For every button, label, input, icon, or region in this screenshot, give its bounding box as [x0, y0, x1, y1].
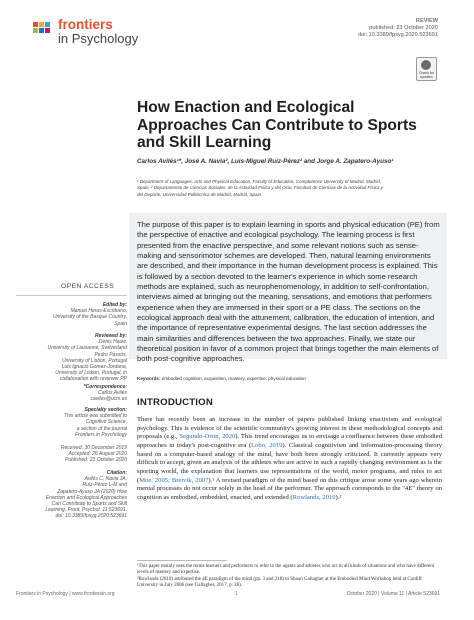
citation	[16, 470, 127, 520]
reviewed-by	[16, 333, 127, 383]
edited-by	[16, 302, 127, 327]
specialty-line: Cognitive Science,	[85, 419, 127, 426]
keywords-list: embodied cognition, acquisition, mastery, expertise, physical education	[161, 376, 306, 381]
published-date: published: 23 October 2020	[369, 25, 438, 31]
open-access-label: OPEN ACCESS	[61, 283, 115, 290]
sidebar-divider	[16, 295, 127, 296]
published-date-side: Published: 23 October 2020	[65, 457, 127, 464]
frontiers-logo-icon	[33, 22, 55, 38]
reviewer-line: University of Lausanne, Switzerland	[47, 345, 127, 352]
text-run: ). This trend encourages us to envisage a confluence between these embodied approaches in today's post-cognitive era (	[137, 433, 442, 449]
crossmark-label: Check for updates	[419, 71, 434, 79]
citation-line: Learning. Front. Psychol. 11:523691.	[45, 507, 127, 514]
article-title: How Enaction and Ecological Approaches Can Contribute to Sports and Skill Learning	[137, 99, 417, 151]
text-run: ).¹ A revised paradigm of the mind based on this critique arose some years ago wherein mental processes do not occur solely in the head of the performer. The approach corresponds to the "4E" theory on cognition as embodied, embedded, enacted, and extended (	[137, 476, 442, 501]
affiliation-line: del Deporte, Universidad Politécnica de Madrid, Madrid, Spain	[137, 191, 262, 197]
citation-doi[interactable]: doi: 10.3389/fpsyg.2020.523691	[55, 513, 127, 520]
specialty-line: Frontiers in Psychology	[75, 431, 127, 438]
reviewer-line: University of Lisbon, Portugal	[61, 357, 127, 364]
footnote-1: ¹This paper mainly uses the terms learners and performers to refer to the agents and athletes who act in all kinds of situations and who have different levels of mastery and expertise.	[137, 564, 435, 576]
article-type: REVIEW	[415, 18, 438, 24]
edited-by-label: Edited by:	[102, 302, 127, 308]
citation-line: Zapatero-Ayuso JA (2020) How	[57, 488, 127, 495]
brand-name: frontiers	[58, 17, 113, 32]
check-for-updates-button[interactable]	[416, 57, 437, 81]
reviewer-line: Pedro Passos,	[94, 351, 127, 358]
journal-brand[interactable]	[58, 18, 138, 46]
page-number: 1	[235, 591, 238, 597]
citation-link[interactable]: Moe, 2005; Breivik, 2007	[139, 476, 209, 484]
doi[interactable]: doi: 10.3389/fpsyg.2020.523691	[358, 32, 438, 38]
accepted-date: Accepted: 26 August 2020	[68, 451, 127, 458]
footnote-divider	[137, 560, 227, 561]
article-dates	[16, 445, 127, 464]
footnote-2: ²Rowlands (2010) attributed the 4E paradigm of the mind (pp. 3 and 218) to Shaun Gallagher at the Embodied Mind Workshop held at Cardiff University in July 2006 (see Gallagher, 2017, p. 28).	[137, 577, 422, 589]
reviewer-line: collaboration with reviewer PP	[60, 376, 127, 383]
reviewer-line: University of Lisbon, Portugal, in	[55, 370, 127, 377]
article-meta	[358, 18, 438, 39]
reviewer-line: Denis Hauw,	[98, 339, 127, 346]
citation-label: Citation:	[106, 470, 127, 476]
reviewer-line: Luis Ignacio Gomez-Jordana,	[61, 364, 127, 371]
correspondence-label: *Correspondence:	[83, 384, 127, 390]
affiliation-line: Spain, ² Departamento de Ciencias Sociales, de la Actividad Física y del Ocio, Facultad de Ciencias de la Actividad Física y	[137, 185, 384, 191]
editor-line: University of the Basque Country,	[52, 314, 127, 321]
citation-line: Ruiz-Pérez L-M and	[82, 482, 127, 489]
section-heading-introduction: INTRODUCTION	[137, 397, 213, 408]
citation-line: Can Contribute to Sports and Skill	[51, 501, 127, 508]
keywords	[137, 376, 442, 381]
received-date: Received: 30 December 2019	[60, 445, 127, 451]
specialty-line: This article was submitted to	[63, 413, 127, 420]
journal-name: in Psychology	[58, 31, 139, 46]
text-run: ). Classical cognitivism and information-processing theory based on a computer-based analogy of the mind, have both been strongly criticized. It currently appears very difficult to accept, given an analysis of the athletes who are active in such a rapidly changing environment as is the sporting world, the explanation that learners use representations of the world, motor programs, and rules to act (	[137, 441, 443, 484]
introduction-paragraph	[137, 416, 442, 503]
keywords-label: Keywords:	[137, 376, 161, 381]
text-run: ).²	[335, 493, 342, 501]
editor-line: Spain	[114, 320, 127, 327]
citation-line: Enaction and Ecological Approaches	[45, 494, 127, 501]
footer-issue-info: October 2020 | Volume 11 | Article 523691	[346, 591, 440, 597]
editor-line: Manuel Heras-Escribano,	[70, 308, 127, 315]
reviewed-by-label: Reviewed by:	[95, 333, 127, 339]
citation-line: Avilés C, Navia JA,	[84, 476, 127, 483]
specialty-line: a section of the journal	[76, 425, 127, 432]
affiliations	[137, 179, 437, 198]
author-list: Carlos Avilés¹*, José A. Navia², Luis-Miguel Ruiz-Pérez² and Jorge A. Zapatero-Ayuso¹	[137, 158, 394, 165]
specialty-section	[16, 407, 127, 438]
text-run: There has recently been an increase in the number of papers published linking enactivism and ecological psychology. This is evidence of the scientific community's growing interest in these methodological concepts and proposals (e.g.,	[137, 416, 442, 441]
abstract-text: The purpose of this paper is to explain learning in sports and physical education (PE) from the perspective of enactive and ecological psychology. The learning process is first presented from the enactive perspective, and some relevant notions such as sense-making and sensorimotor schemes are developed. Then, natural learning environments are described, and their importance in the human development process is explained. This is followed by a section devoted to the learner's experience in which some research methods are explained, such as neurophenomenology, in addition to self-confrontation, interviews aimed at bringing out the meaning, sensations, and emotions that performers experience when they are immersed in their sport or a PE class. The sections on the ecological approach deal with the attunement, calibration, the education of intention, and the importance of representative experimental designs. The last section addresses the main similarities and differences between the two approaches. Finally, we state our theoretical position in favor of a common project that brings together the main elements of both post-cognitive approaches.	[137, 220, 440, 364]
citation-link[interactable]: Segundo-Ortin, 2020	[179, 433, 236, 441]
correspondence-email[interactable]: caviles@ucm.es	[90, 396, 127, 403]
crossmark-icon	[421, 60, 431, 70]
citation-link[interactable]: Lobo, 2019	[251, 441, 283, 449]
footer-journal-link[interactable]: Frontiers in Psychology | www.frontiersin.org	[16, 591, 115, 597]
citation-link[interactable]: Rowlands, 2010	[292, 493, 336, 501]
correspondence	[16, 384, 127, 403]
affiliation-line: ¹ Department of Languages, Arts and Physical Education, Faculty of Education, Complutense University of Madrid, Madrid,	[137, 179, 381, 184]
correspondence-name: Carlos Avilés	[98, 390, 127, 397]
specialty-label: Specialty section:	[84, 407, 127, 413]
